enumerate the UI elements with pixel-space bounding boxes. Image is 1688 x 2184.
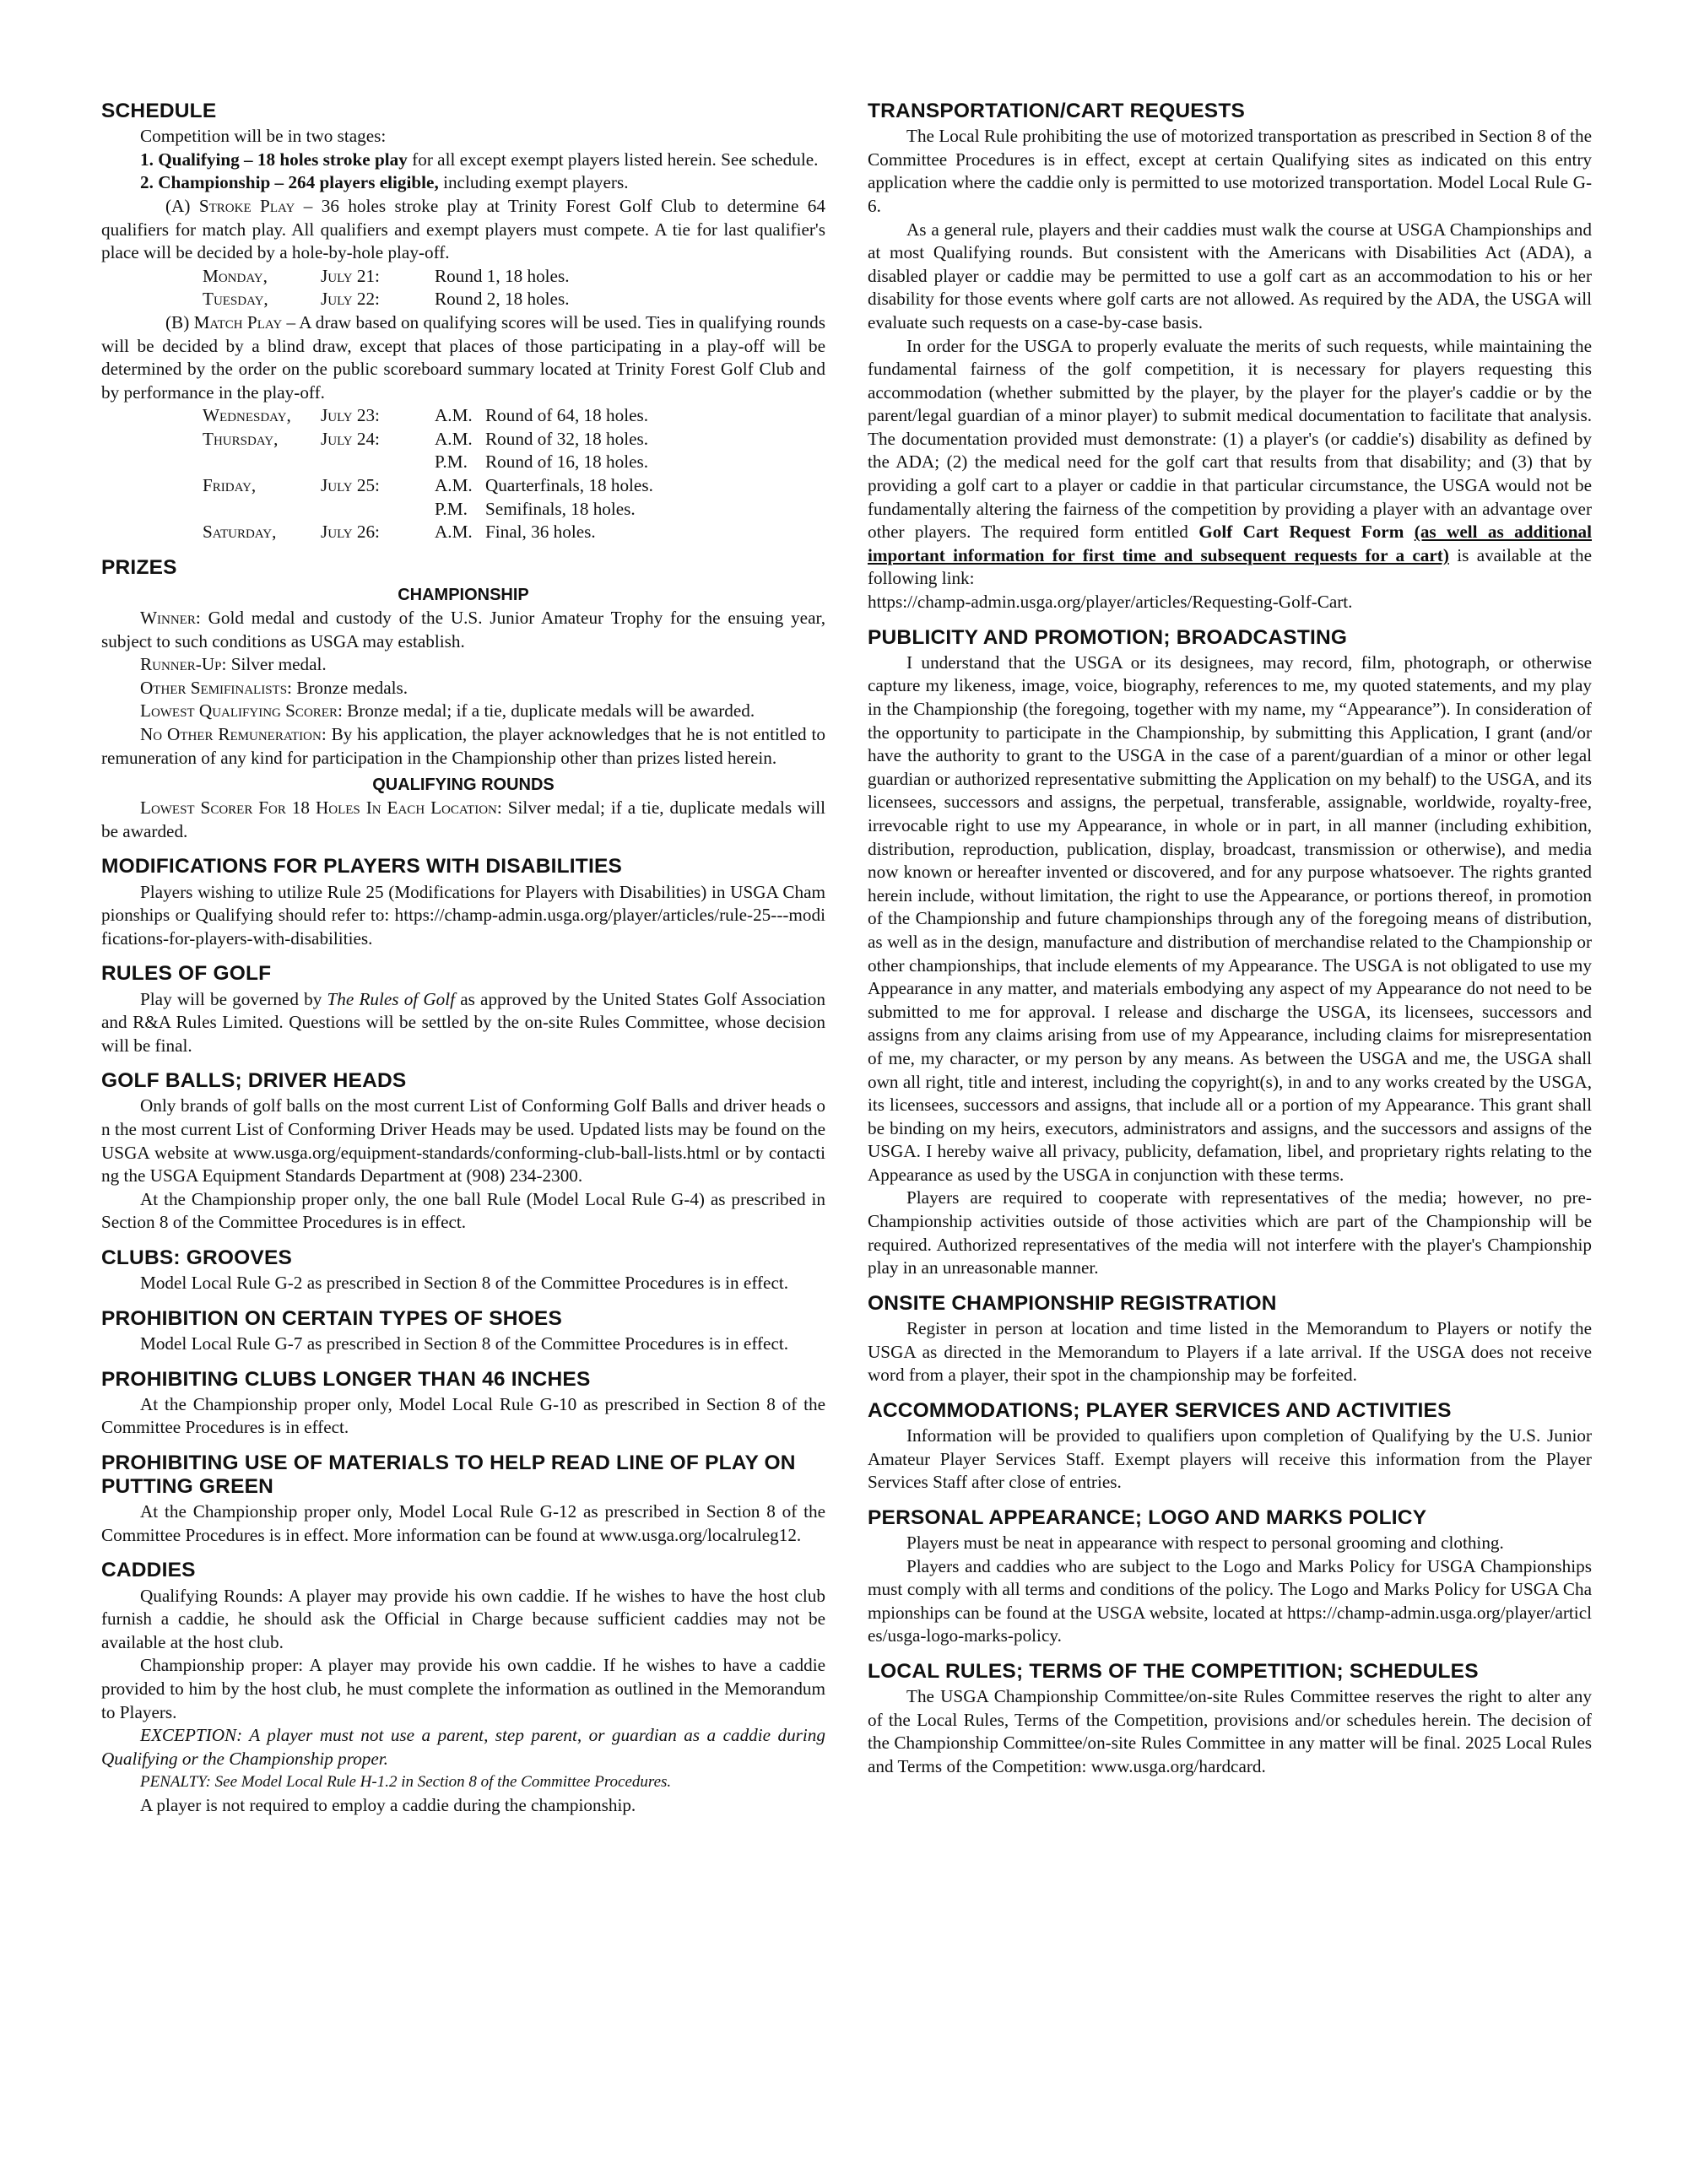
- prize-label: Lowest Qualifying Scorer:: [140, 700, 343, 722]
- local-rules-heading: LOCAL RULES; TERMS OF THE COMPETITION; SCHEDULES: [868, 1659, 1479, 1683]
- schedule-day: Monday,: [203, 265, 268, 286]
- rules-text: [101, 988, 825, 1058]
- grooves-heading: CLUBS: GROOVES: [101, 1246, 293, 1270]
- transport-heading: TRANSPORTATION/CART REQUESTS: [868, 100, 1246, 122]
- schedule-day: Wednesday,: [203, 405, 291, 426]
- schedule-day: Tuesday,: [203, 289, 268, 310]
- schedule-day: Thursday,: [203, 428, 279, 449]
- prize-label: Other Semifinalists:: [140, 677, 292, 698]
- caddies-p2: Championship proper: A player may provide his own caddie. If he wishes to have a caddie provided to him by the host club, he must complete the information as outlined in the Memorandum to Players.: [101, 1655, 825, 1722]
- prize-label: Runner-Up:: [140, 654, 227, 675]
- left-column: [101, 95, 825, 1818]
- match-play-schedule: [203, 404, 653, 544]
- schedule-desc: Round of 32, 18 holes.: [485, 428, 649, 449]
- golfballs-p1: Only brands of golf balls on the most current List of Conforming Golf Balls and driver heads on the most current List of Conforming Driver Heads may be used. Updated lists may be found on the USGA website at www.usga.org/equipment-standards/conforming-club-ball-lists.html or by contacting the USGA Equipment Standards Department at (908) 234-2300.: [101, 1095, 825, 1187]
- publicity-p2: Players are required to cooperate with representatives of the media; however, no pre-Championship activities outside of those activities which are part of the Championship will be required. Authorized representatives of the media will not interfere with the player's Championship play in an unreasonable manner.: [868, 1187, 1592, 1279]
- stroke-play-label: (A) Stroke Play: [165, 195, 295, 216]
- schedule-date: [321, 451, 435, 474]
- accommodations-heading: ACCOMMODATIONS; PLAYER SERVICES AND ACTIVITIES: [868, 1398, 1452, 1422]
- cart-request-url[interactable]: https://champ-admin.usga.org/player/articles/Requesting-Golf-Cart.: [868, 592, 1353, 613]
- match-play-label: (B) Match Play: [165, 311, 283, 332]
- transport-p1: The Local Rule prohibiting the use of motorized transportation as prescribed in Section 8 of the Committee Procedures is in effect, except at certain Qualifying sites as indicated on this entry application where the caddie only is permitted to use motorized transportation. Model Local Rule G-6.: [868, 126, 1592, 216]
- stage-2-title: 2. Championship – 264 players eligible,: [140, 172, 439, 193]
- prize-text: Bronze medal; if a tie, duplicate medals will be awarded.: [342, 700, 755, 722]
- schedule-desc: Round of 16, 18 holes.: [485, 451, 649, 473]
- schedule-date: July 23:: [321, 405, 380, 426]
- caddies-p1: Qualifying Rounds: A player may provide his own caddie. If he wishes to have the host club furnish a caddie, he should ask the Official in Charge because sufficient caddies may not be available at the host club.: [101, 1585, 825, 1652]
- match-play-text: – A draw based on qualifying scores will be used. Ties in qualifying rounds will be decided by a blind draw, except that places of those participating in a play-off will be determined by the order on the public scoreboard summary located at Trinity Forest Golf Club and by performance in the play-off.: [101, 311, 825, 403]
- materials-text: At the Championship proper only, Model Local Rule G-12 as prescribed in Section 8 of the Committee Procedures is in effect. More information can be found at www.usga.org/localruleg12.: [101, 1501, 825, 1545]
- appearance-p1: Players must be neat in appearance with respect to personal grooming and clothing.: [906, 1532, 1504, 1553]
- schedule-row: [203, 265, 570, 289]
- prize-semifinalists: [101, 677, 825, 700]
- schedule-desc: Quarterfinals, 18 holes.: [485, 475, 653, 496]
- schedule-day: [203, 498, 321, 522]
- golfballs-heading: GOLF BALLS; DRIVER HEADS: [101, 1069, 407, 1093]
- caddies-exception: EXCEPTION: A player must not use a parent, step parent, or guardian as a caddie during Qualifying or the Championship proper.: [101, 1725, 825, 1769]
- schedule-row: [203, 428, 653, 451]
- publicity-p1: I understand that the USGA or its designees, may record, film, photograph, or otherwise capture my likeness, image, voice, biography, references to me, my quoted statements, and my play in the Championship (the foregoing, together with my name, my “Appearance”). In consideration of the opportunity to participate in the Championship, by submitting this Application, I grant (and/or have the authority to grant to the USGA in the case of a parent/guardian of a minor or other legal guardian or authorized representative submitting the Application on my behalf) to the USGA, and its licensees, successors and assigns, the perpetual, transferable, assignable, worldwide, royalty-free, irrevocable right to use my Appearance, in whole or in part, in all manner (including exhibition, distribution, reproduction, publication, display, broadcast, transmission or otherwise), and media now known or hereafter invented or discovered, and for any purpose whatsoever. The rights granted herein include, without limitation, the right to use the Appearance, or portions thereof, in promotion of the Championship and future championships through any of the foregoing means of distribution, as well as in the design, manufacture and distribution of merchandise related to the Championship or other championships, that include elements of my Appearance. The USGA is not obligated to use my Appearance in any matter, and materials embodying any aspect of my Appearance do not need to be submitted to me for approval. I release and discharge the USGA, its licensees, successors and assigns from any claims arising from use of my Appearance, including claims for misrepresentation of me, my character, or my person by any means. As between the USGA and me, the USGA shall own all right, title and interest, including the copyright(s), in and to any works created by the USGA, its licensees, successors and assigns, that include all or a portion of my Appearance. This grant shall be binding on my heirs, executors, administrators and assigns, and the successors and assigns of the USGA. I hereby waive all privacy, publicity, defamation, libel, and proprietary rights relating to the Appearance as used by the USGA in conjunction with these terms.: [868, 651, 1592, 1185]
- schedule-time: A.M.: [435, 428, 473, 449]
- prize-text: Gold medal and custody of the U.S. Junior Amateur Trophy for the ensuing year, subject to such conditions as USGA may establish.: [101, 608, 825, 651]
- schedule-day: Saturday,: [203, 522, 277, 543]
- schedule-desc: Round 1, 18 holes.: [435, 265, 570, 286]
- cart-form-title: Golf Cart Request Form: [1198, 522, 1415, 543]
- schedule-row: [203, 404, 653, 428]
- schedule-desc: Final, 36 holes.: [485, 522, 596, 543]
- clubs-46-heading: PROHIBITING CLUBS LONGER THAN 46 INCHES: [101, 1367, 591, 1391]
- schedule-stage-2: [101, 171, 825, 195]
- materials-heading: PROHIBITING USE OF MATERIALS TO HELP READ LINE OF PLAY ON PUTTING GREEN: [101, 1451, 796, 1499]
- championship-subheading: CHAMPIONSHIP: [398, 586, 529, 605]
- schedule-row: [203, 498, 653, 522]
- schedule-row: [203, 288, 570, 311]
- stage-2-text: including exempt players.: [438, 172, 629, 193]
- schedule-desc: Round of 64, 18 holes.: [485, 405, 649, 426]
- qualifying-rounds-subheading: QUALIFYING ROUNDS: [372, 776, 555, 795]
- golfballs-p2: At the Championship proper only, the one ball Rule (Model Local Rule G-4) as prescribed in Section 8 of the Committee Procedures is in effect.: [101, 1188, 825, 1233]
- schedule-date: July 25:: [321, 475, 380, 496]
- schedule-desc: Semifinals, 18 holes.: [485, 498, 636, 519]
- stroke-play-paragraph: [101, 195, 825, 265]
- clubs-46-text: At the Championship proper only, Model Local Rule G-10 as prescribed in Section 8 of the Committee Procedures is in effect.: [101, 1393, 825, 1438]
- schedule-heading: SCHEDULE: [101, 100, 217, 122]
- prize-lowest-qualifier: [101, 700, 825, 723]
- prize-lowest-18: [101, 797, 825, 843]
- schedule-row: [203, 474, 653, 498]
- schedule-day: Friday,: [203, 475, 257, 496]
- prize-text: Silver medal.: [226, 654, 327, 675]
- rules-of-golf-title: The Rules of Golf: [327, 988, 456, 1009]
- schedule-row: [203, 521, 653, 544]
- transport-p3-end: is available at the following link:: [868, 544, 1592, 589]
- prize-label: Winner:: [140, 608, 201, 629]
- shoes-heading: PROHIBITION ON CERTAIN TYPES OF SHOES: [101, 1306, 562, 1330]
- rules-text-a: Play will be governed by: [140, 988, 327, 1009]
- prize-runner-up: [101, 653, 825, 677]
- schedule-row: [203, 451, 653, 474]
- shoes-text: Model Local Rule G-7 as prescribed in Section 8 of the Committee Procedures is in effect.: [140, 1333, 789, 1354]
- rules-heading: RULES OF GOLF: [101, 962, 272, 986]
- schedule-stage-1: [101, 149, 825, 172]
- schedule-time: P.M.: [435, 498, 468, 519]
- caddies-penalty: PENALTY: See Model Local Rule H-1.2 in Section 8 of the Committee Procedures.: [140, 1773, 672, 1792]
- prize-winner: [101, 607, 825, 653]
- right-column: [868, 95, 1592, 1778]
- modifications-heading: MODIFICATIONS FOR PLAYERS WITH DISABILITIES: [101, 855, 623, 878]
- schedule-day: [203, 451, 321, 474]
- match-play-paragraph: [101, 311, 825, 404]
- schedule-date: July 26:: [321, 522, 380, 543]
- prizes-heading: PRIZES: [101, 555, 177, 579]
- transport-p3-text: In order for the USGA to properly evaluate the merits of such requests, while maintaining the fundamental fairness of the golf competition, it is necessary for players requesting this accommodation (whether submitted by the player, by the player for the player's caddie or by the parent/legal guardian of a minor player) to submit medical documentation to facilitate that analysis. The documentation provided must demonstrate: (1) a player's (or caddie's) disability as defined by the ADA; (2) the medical need for the golf cart that results from that disability; and (3) that by providing a golf cart to a player or caddie in that particular circumstance, the USGA would not be fundamentally altering the fairness of the competition by providing a player with an advantage over other players. The required form entitled: [868, 335, 1592, 543]
- appearance-heading: PERSONAL APPEARANCE; LOGO AND MARKS POLICY: [868, 1506, 1427, 1529]
- grooves-text: Model Local Rule G-2 as prescribed in Section 8 of the Committee Procedures is in effect.: [140, 1273, 789, 1294]
- stroke-play-schedule: [203, 265, 570, 311]
- modifications-text: Players wishing to utilize Rule 25 (Modifications for Players with Disabilities) in USGA Championships or Qualifying should refer to: https://champ-admin.usga.org/player/articles/rule-25---modifications-for-players-with-disabilities.: [101, 881, 825, 949]
- prize-text: By his application, the player acknowledges that he is not entitled to remuneration of any kind for participation in the Championship other than prizes listed herein.: [101, 724, 825, 768]
- schedule-time: A.M.: [435, 475, 473, 496]
- publicity-heading: PUBLICITY AND PROMOTION; BROADCASTING: [868, 625, 1348, 649]
- caddies-p3: A player is not required to employ a caddie during the championship.: [140, 1794, 636, 1815]
- schedule-time: A.M.: [435, 522, 473, 543]
- schedule-intro: Competition will be in two stages:: [140, 126, 387, 147]
- registration-heading: ONSITE CHAMPIONSHIP REGISTRATION: [868, 1291, 1277, 1315]
- stage-1-title: 1. Qualifying – 18 holes stroke play: [140, 149, 408, 170]
- rules-text-b: as approved by the United States Golf Association and R&A Rules Limited. Questions will be settled by the on-site Rules Committee, whose decision will be final.: [101, 988, 825, 1056]
- registration-text: Register in person at location and time listed in the Memorandum to Players or notify the USGA as directed in the Memorandum to Players if a late arrival. If the USGA does not receive word from a player, their spot in the championship may be forfeited.: [868, 1318, 1592, 1386]
- prize-text: Silver medal; if a tie, duplicate medals will be awarded.: [101, 797, 825, 841]
- cart-form-link[interactable]: (as well as additional important information for first time and subsequent requests for a cart): [868, 522, 1593, 565]
- prize-text: Bronze medals.: [291, 677, 408, 698]
- stroke-play-text: – 36 holes stroke play at Trinity Forest Golf Club to determine 64 qualifiers for match play. All qualifiers and exempt players must compete. A tie for last qualifier's place will be decided by a hole-by-hole play-off.: [101, 195, 825, 263]
- appearance-p2: Players and caddies who are subject to the Logo and Marks Policy for USGA Championships must comply with all terms and conditions of the policy. The Logo and Marks Policy for USGA Championships can be found at the USGA website, located at https://champ-admin.usga.org/player/articles/usga-logo-marks-policy.: [868, 1555, 1592, 1646]
- prize-label: Lowest Scorer For 18 Holes In Each Location:: [140, 797, 502, 819]
- accommodations-text: Information will be provided to qualifiers upon completion of Qualifying by the U.S. Junior Amateur Player Services Staff. Exempt players will receive this information from the Player Services Staff after close of entries.: [868, 1424, 1592, 1493]
- caddies-heading: CADDIES: [101, 1559, 196, 1582]
- schedule-date: July 22:: [321, 289, 380, 310]
- schedule-time: P.M.: [435, 451, 468, 473]
- prize-no-remuneration: [101, 723, 825, 770]
- schedule-date: July 24:: [321, 428, 380, 449]
- transport-p2: As a general rule, players and their caddies must walk the course at USGA Championships and at most Qualifying rounds. But consistent with the Americans with Disabilities Act (ADA), a disabled player or caddie may be permitted to use a golf cart as an accommodation to his or her disability for those events where golf carts are not allowed. As required by the ADA, the USGA will evaluate such requests on a case-by-case basis.: [868, 219, 1592, 332]
- schedule-time: A.M.: [435, 405, 473, 426]
- schedule-desc: Round 2, 18 holes.: [435, 289, 570, 310]
- prize-label: No Other Remuneration:: [140, 724, 327, 744]
- schedule-date: [321, 498, 435, 522]
- schedule-date: July 21:: [321, 265, 380, 286]
- local-rules-text: The USGA Championship Committee/on-site Rules Committee reserves the right to alter any of the Local Rules, Terms of the Competition, provisions and/or schedules herein. The decision of the Championship Committee/on-site Rules Committee in any matter will be final. 2025 Local Rules and Terms of the Competition: www.usga.org/hardcard.: [868, 1686, 1592, 1776]
- transport-p3: [868, 335, 1592, 592]
- stage-1-text: for all except exempt players listed herein. See schedule.: [407, 149, 819, 170]
